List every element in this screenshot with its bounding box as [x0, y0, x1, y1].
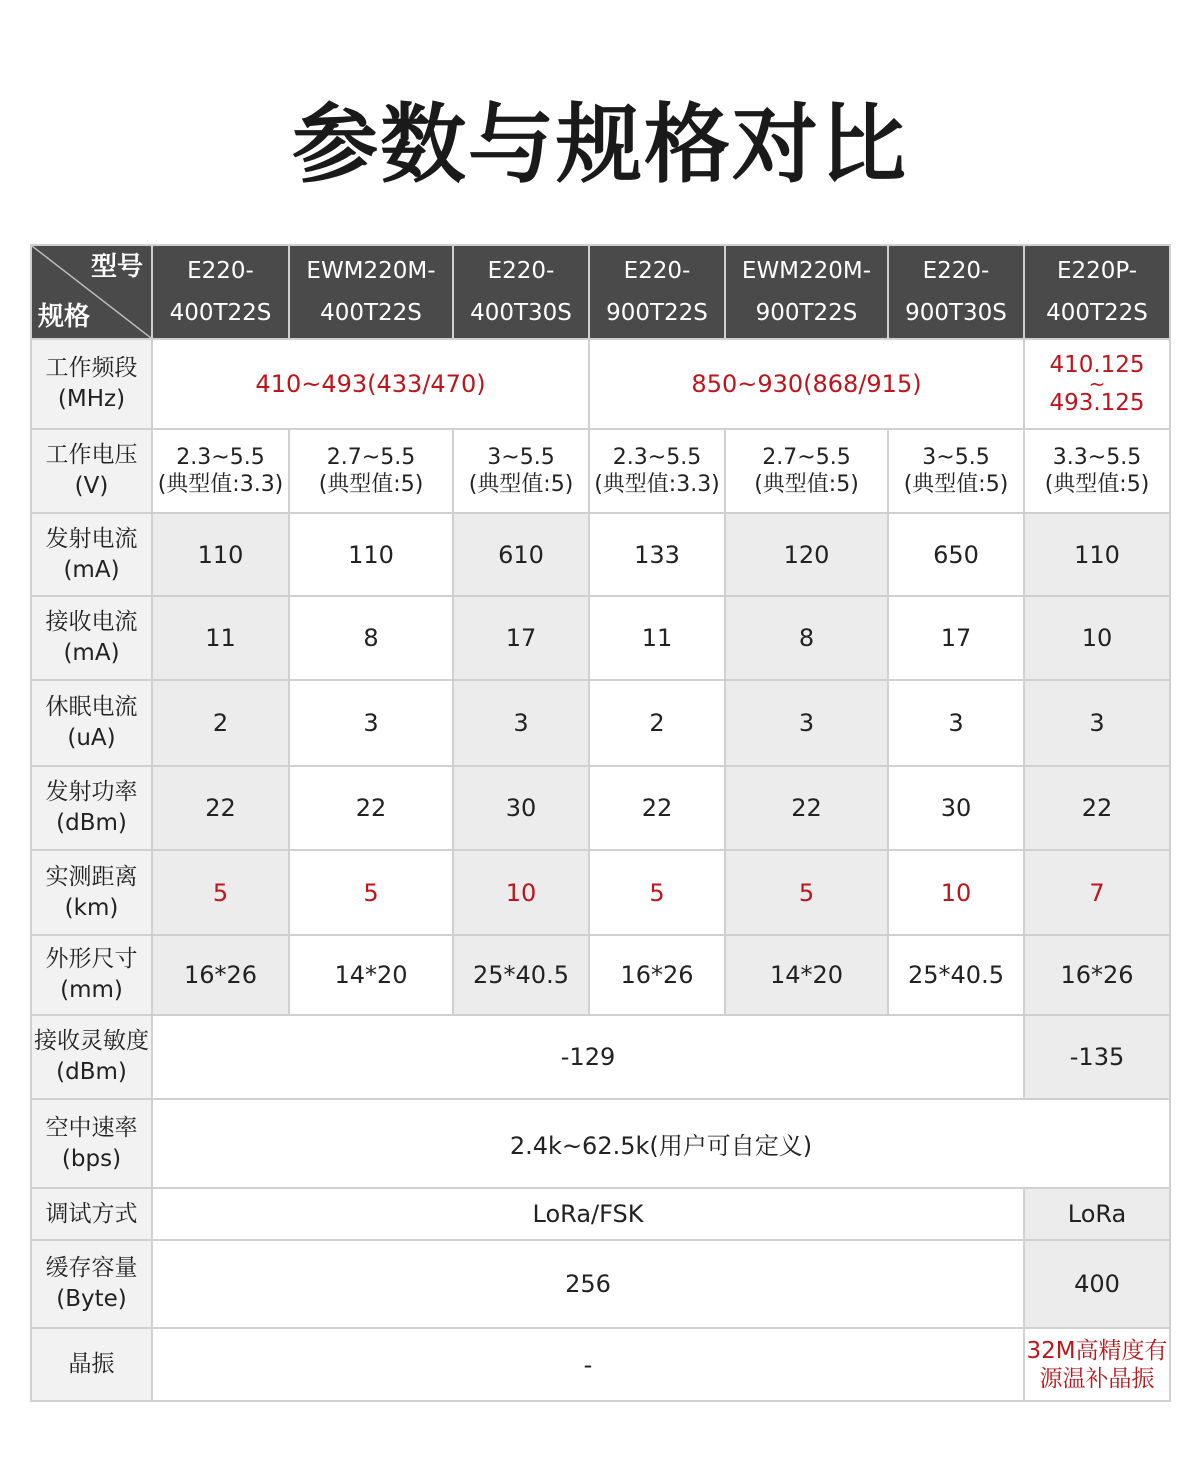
tx-current-cell: 110: [289, 513, 453, 596]
table-row: [31, 850, 1170, 935]
voltage-cell: 2.3~5.5 (典型值:3.3): [589, 429, 725, 513]
tx-power-cell: 22: [589, 766, 725, 850]
buffer-common-cell: 256: [152, 1240, 1024, 1328]
size-cell: 16*26: [589, 935, 725, 1015]
tx-power-cell: 22: [725, 766, 888, 850]
air-rate-cell: 2.4k~62.5k(用户可自定义): [152, 1099, 1170, 1188]
sensitivity-p-cell: -135: [1024, 1015, 1170, 1099]
size-cell: 14*20: [289, 935, 453, 1015]
table-row: [31, 1099, 1170, 1188]
row-label: 接收灵敏度 (dBm): [31, 1015, 152, 1099]
sleep-current-cell: 2: [152, 680, 289, 766]
table-row: [31, 596, 1170, 680]
rx-current-cell: 8: [289, 596, 453, 680]
tx-power-cell: 22: [1024, 766, 1170, 850]
model-header: E220- 900T30S: [888, 245, 1024, 339]
tx-current-cell: 133: [589, 513, 725, 596]
tx-power-cell: 22: [289, 766, 453, 850]
row-label: 调试方式: [31, 1188, 152, 1240]
sleep-current-cell: 3: [725, 680, 888, 766]
sensitivity-common-cell: -129: [152, 1015, 1024, 1099]
model-header: E220- 900T22S: [589, 245, 725, 339]
voltage-cell: 3~5.5 (典型值:5): [453, 429, 589, 513]
range-cell: 5: [725, 850, 888, 935]
model-header: E220P- 400T22S: [1024, 245, 1170, 339]
buffer-p-cell: 400: [1024, 1240, 1170, 1328]
model-header: E220- 400T30S: [453, 245, 589, 339]
header-row: [31, 245, 1170, 339]
tx-power-cell: 30: [453, 766, 589, 850]
row-label: 缓存容量 (Byte): [31, 1240, 152, 1328]
table-row: [31, 1328, 1170, 1401]
rx-current-cell: 11: [152, 596, 289, 680]
size-cell: 16*26: [152, 935, 289, 1015]
tx-power-cell: 30: [888, 766, 1024, 850]
voltage-cell: 2.7~5.5 (典型值:5): [725, 429, 888, 513]
voltage-cell: 2.3~5.5 (典型值:3.3): [152, 429, 289, 513]
range-cell: 5: [289, 850, 453, 935]
table-row: [31, 1015, 1170, 1099]
model-header: E220- 400T22S: [152, 245, 289, 339]
table-row: [31, 1240, 1170, 1328]
voltage-cell: 3.3~5.5 (典型值:5): [1024, 429, 1170, 513]
size-cell: 16*26: [1024, 935, 1170, 1015]
freq-p-cell: 410.125 ~ 493.125: [1024, 339, 1170, 429]
tx-power-cell: 22: [152, 766, 289, 850]
tx-current-cell: 120: [725, 513, 888, 596]
sleep-current-cell: 3: [1024, 680, 1170, 766]
row-label: 接收电流 (mA): [31, 596, 152, 680]
sleep-current-cell: 3: [289, 680, 453, 766]
tx-current-cell: 110: [152, 513, 289, 596]
rx-current-cell: 17: [888, 596, 1024, 680]
crystal-common-cell: -: [152, 1328, 1024, 1401]
range-cell: 10: [888, 850, 1024, 935]
row-label: 空中速率 (bps): [31, 1099, 152, 1188]
table-row: [31, 339, 1170, 429]
sleep-current-cell: 3: [453, 680, 589, 766]
rx-current-cell: 10: [1024, 596, 1170, 680]
freq-400-group: 410~493(433/470): [152, 339, 589, 429]
table-row: [31, 1188, 1170, 1240]
crystal-p-cell: 32M高精度有 源温补晶振: [1024, 1328, 1170, 1401]
table-row: [31, 935, 1170, 1015]
tx-current-cell: 610: [453, 513, 589, 596]
rx-current-cell: 8: [725, 596, 888, 680]
voltage-cell: 3~5.5 (典型值:5): [888, 429, 1024, 513]
row-label: 外形尺寸 (mm): [31, 935, 152, 1015]
size-cell: 14*20: [725, 935, 888, 1015]
sleep-current-cell: 2: [589, 680, 725, 766]
corner-spec-label: 规格: [38, 302, 91, 332]
tx-current-cell: 650: [888, 513, 1024, 596]
row-label: 工作电压 (V): [31, 429, 152, 513]
size-cell: 25*40.5: [453, 935, 589, 1015]
sleep-current-cell: 3: [888, 680, 1024, 766]
corner-model-label: 型号: [90, 252, 143, 282]
row-label: 工作频段 (MHz): [31, 339, 152, 429]
row-label: 发射电流 (mA): [31, 513, 152, 596]
row-label: 休眠电流 (uA): [31, 680, 152, 766]
table-row: [31, 513, 1170, 596]
spec-comparison-table: [30, 244, 1171, 1402]
row-label: 发射功率 (dBm): [31, 766, 152, 850]
row-label: 实测距离 (km): [31, 850, 152, 935]
page-title: 参数与规格对比: [292, 95, 908, 195]
rx-current-cell: 11: [589, 596, 725, 680]
tx-current-cell: 110: [1024, 513, 1170, 596]
modulation-p-cell: LoRa: [1024, 1188, 1170, 1240]
range-cell: 10: [453, 850, 589, 935]
size-cell: 25*40.5: [888, 935, 1024, 1015]
modulation-common-cell: LoRa/FSK: [152, 1188, 1024, 1240]
table-row: [31, 766, 1170, 850]
range-cell: 7: [1024, 850, 1170, 935]
corner-header: [31, 245, 152, 339]
table-row: [31, 680, 1170, 766]
range-cell: 5: [589, 850, 725, 935]
range-cell: 5: [152, 850, 289, 935]
model-header: EWM220M- 400T22S: [289, 245, 453, 339]
rx-current-cell: 17: [453, 596, 589, 680]
table-row: [31, 429, 1170, 513]
freq-900-group: 850~930(868/915): [589, 339, 1024, 429]
model-header: EWM220M- 900T22S: [725, 245, 888, 339]
voltage-cell: 2.7~5.5 (典型值:5): [289, 429, 453, 513]
row-label: 晶振: [31, 1328, 152, 1401]
